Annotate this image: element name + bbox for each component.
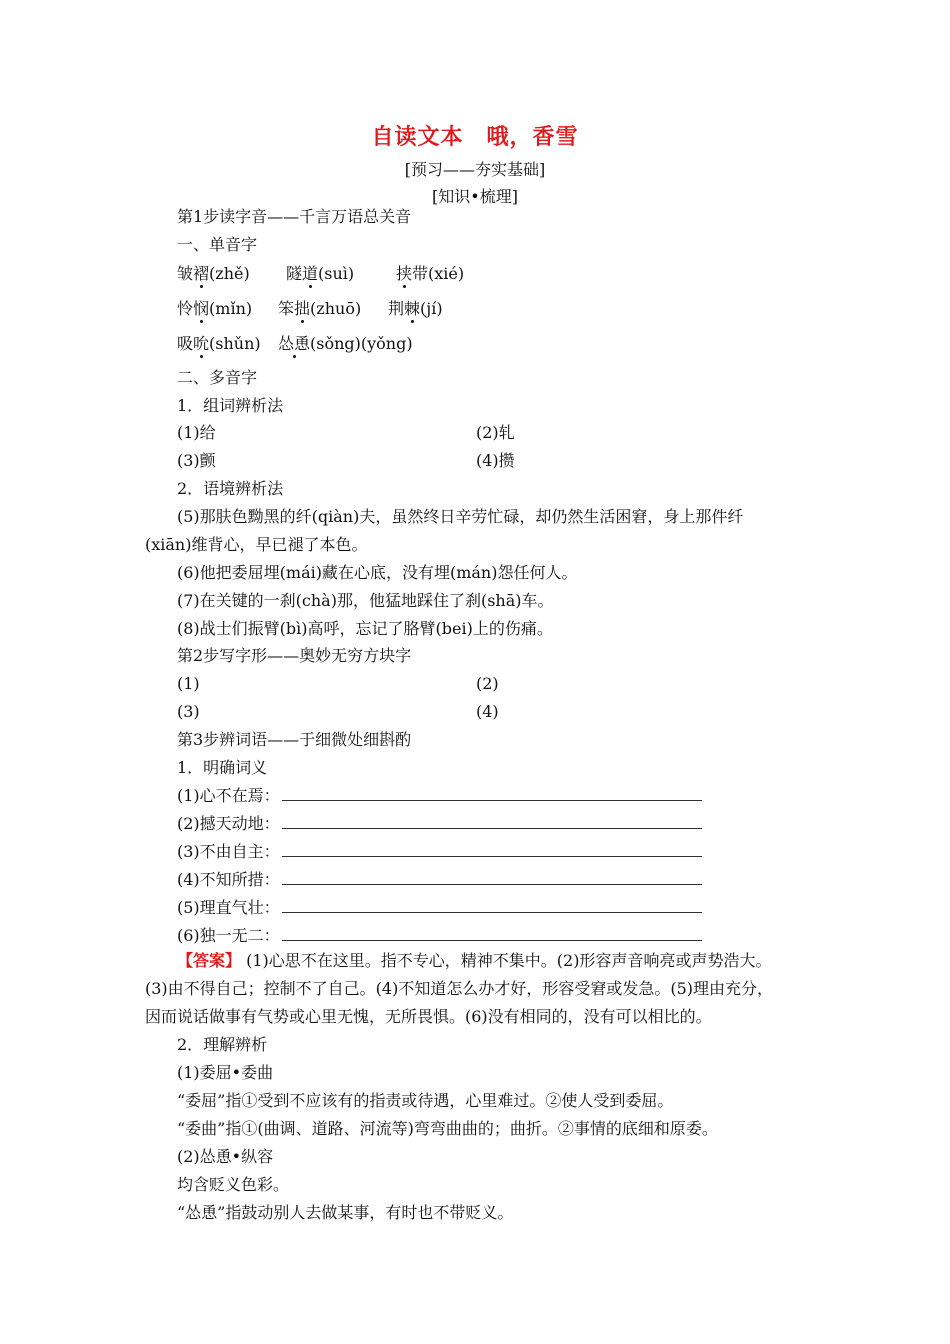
multi-char-heading: 二、多音字: [177, 368, 258, 387]
answer-blank[interactable]: [282, 926, 702, 941]
polyphone-item: (2)轧: [476, 423, 515, 442]
step1-heading: 第1步读字音——千言万语总关音: [177, 207, 412, 226]
pron-item: 隧道(suì): [286, 264, 355, 283]
term-row: (1)心不在焉：: [177, 785, 702, 807]
polyphone-item: (3)颤: [177, 451, 216, 470]
context-sentence: (6)他把委屈埋(mái)藏在心底，没有埋(mán)怨任何人。: [177, 563, 578, 582]
pron-item: 挟带(xié): [396, 264, 465, 283]
glyph-item: (1): [177, 674, 200, 693]
step3-heading: 第3步辨词语——于细微处细斟酌: [177, 730, 412, 749]
answer-line: (3)由不得自己；控制不了自己。(4)不知道怎么办才好，形容受窘或发急。(5)理由充分，: [145, 979, 773, 998]
answer-blank[interactable]: [282, 786, 702, 801]
glyph-item: (3): [177, 702, 200, 721]
glyph-item: (2): [476, 674, 499, 693]
single-char-heading: 一、单音字: [177, 235, 258, 254]
method1-heading: 1．组词辨析法: [177, 396, 284, 415]
pron-item: 笨拙(zhuō): [278, 299, 362, 318]
term-row: (2)撼天动地：: [177, 813, 702, 835]
pron-item: 吸吮(shǔn): [177, 334, 261, 353]
context-sentence-cont: (xiān)维背心，早已褪了本色。: [145, 535, 368, 554]
context-sentence: (5)那肤色黝黑的纤(qiàn)夫，虽然终日辛劳忙碌，却仍然生活困窘，身上那件纤: [177, 507, 744, 526]
pair-explanation: “怂恿”指鼓动别人去做某事，有时也不带贬义。: [177, 1203, 514, 1222]
word-pair: (2)怂恿•纵容: [177, 1147, 274, 1166]
page-title: 自读文本 哦，香雪: [371, 125, 579, 150]
answer-blank[interactable]: [282, 842, 702, 857]
answer-line: 因而说话做事有气势或心里无愧，无所畏惧。(6)没有相同的，没有可以相比的。: [145, 1007, 712, 1026]
word-pair: (1)委屈•委曲: [177, 1063, 274, 1082]
answer-blank[interactable]: [282, 814, 702, 829]
answer-block: 【答案】 (1)心思不在这里。指不专心，精神不集中。(2)形容声音响亮或声势浩大。: [177, 951, 772, 970]
polyphone-item: (1)给: [177, 423, 216, 442]
step2-heading: 第2步写字形——奥妙无穷方块字: [177, 646, 412, 665]
answer-blank[interactable]: [282, 898, 702, 913]
section-subtitle: [预习——夯实基础]: [404, 160, 546, 179]
section-subtitle-knowledge: [知识•梳理]: [432, 187, 518, 206]
meaning-heading: 1．明确词义: [177, 758, 268, 777]
pron-item: 怂恿(sǒng)(yǒng): [278, 334, 413, 353]
pron-item: 荆棘(jí): [388, 299, 443, 318]
term-row: (5)理直气壮：: [177, 897, 702, 919]
answer-tag: 【答案】: [177, 951, 242, 970]
pair-explanation: 均含贬义色彩。: [177, 1175, 290, 1194]
term-row: (6)独一无二：: [177, 925, 702, 947]
term-row: (4)不知所措：: [177, 869, 702, 891]
method2-heading: 2．语境辨析法: [177, 479, 284, 498]
pron-item: 皱褶(zhě): [177, 264, 250, 283]
pron-item: 怜悯(mǐn): [177, 299, 253, 318]
analysis-heading: 2．理解辨析: [177, 1035, 268, 1054]
term-row: (3)不由自主：: [177, 841, 702, 863]
pair-explanation: “委曲”指①(曲调、道路、河流等)弯弯曲曲的；曲折。②事情的底细和原委。: [177, 1119, 718, 1138]
glyph-item: (4): [476, 702, 499, 721]
polyphone-item: (4)攒: [476, 451, 515, 470]
pair-explanation: “委屈”指①受到不应该有的指责或待遇，心里难过。②使人受到委屈。: [177, 1091, 674, 1110]
answer-blank[interactable]: [282, 870, 702, 885]
context-sentence: (7)在关键的一刹(chà)那，他猛地踩住了刹(shā)车。: [177, 591, 554, 610]
context-sentence: (8)战士们振臂(bì)高呼，忘记了胳臂(bei)上的伤痛。: [177, 619, 553, 638]
